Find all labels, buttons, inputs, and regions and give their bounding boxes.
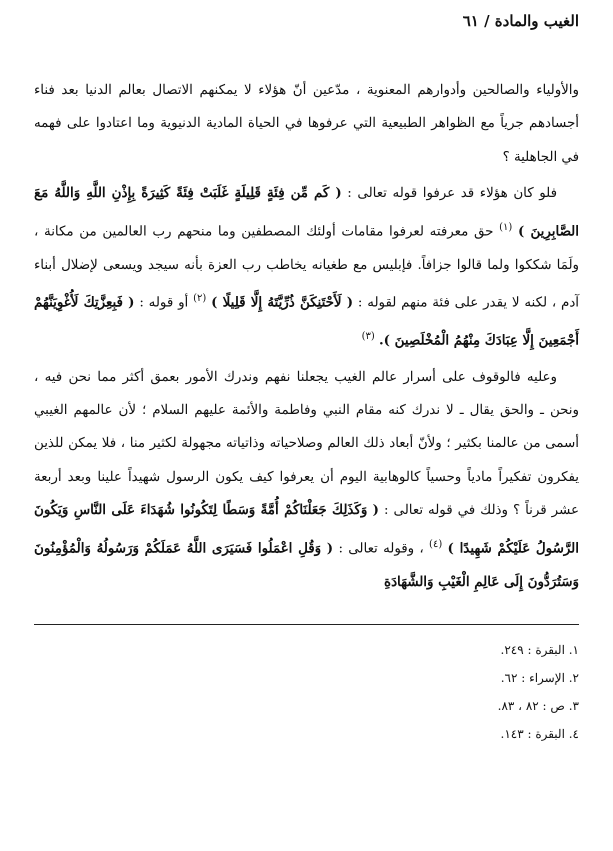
footnote-ref: (١)	[499, 221, 513, 233]
quran-verse: ( وَكَذَلِكَ جَعَلْنَاكُمْ أُمَّةً وَسَطًا لِتَكُونُوا شُهَدَاءَ عَلَى النَّاسِ وَيَكُونَ الرَّسُولُ عَلَيْكُمْ شَهِيدًا )	[34, 502, 579, 557]
text-run: حق معرفته لعرفوا مقامات أولئك المصطفين وما منحهم رب العالمين من مكانة ، ولَمَا شككوا ولما قالوا جزافاً. فإبليس مع طغيانه يخاطب رب العزة بأنه سيجد ويسعى لإضلال أبناء آدم ، لكنه لا يقدر على فئة منهم لقوله :	[34, 224, 580, 311]
quran-verse: ( كَم مِّن فِئَةٍ قَلِيلَةٍ غَلَبَتْ فِئَةً كَثِيرَةً بِإِذْنِ اللَّهِ وَاللَّهُ مَعَ الصَّابِرِينَ )	[34, 185, 579, 240]
footnote-item: ٢. الإسراء : ٦٢.	[500, 671, 579, 685]
footnote-ref: (٤)	[429, 538, 443, 550]
main-text	[34, 74, 579, 602]
paragraph-2	[34, 177, 579, 357]
footnote-item: ١. البقرة : ٢٤٩.	[500, 643, 579, 657]
text-run: ، وقوله تعالى :	[333, 541, 430, 557]
paragraph-1: والأولياء والصالحين وأدوارهم المعنوية ، مدّعين أنّ هؤلاء لا يمكنهم الاتصال بعالم الدنيا بعد فناء أجسادهم جرياً مع الظواهر الطبيعية التي عرفوها في الحياة المادية الدنيوية وما اعتادوا على فهمه في الجاهلية ؟	[34, 83, 579, 165]
text-run: فلو كان هؤلاء قد عرفوا قوله تعالى :	[341, 186, 557, 202]
text-run: وعليه فالوقوف على أسرار عالم الغيب يجعلنا نفهم وندرك الأمور بعمق أكثر مما نحن فيه ، ونحن ـ والحق يقال ـ لا ندرك كنه مقام النبي وفاطمة والأئمة عليهم السلام ؛ لأن عالمهم الغيبي أسمى من عالمنا بكثير ؛ ولأنّ أبعاد ذلك العالم وصلاحياته وذاتياته مجهولة لكثير منا ، فلا يمكن للذين يفكرون تفكيراً مادياً وحسياً كالوهابية اليوم أن يعرفوا كيف يكون الرسول شهيداً علينا وبعد أربعة عشر قرناً ؟ وذلك في قوله تعالى :	[34, 369, 579, 519]
quran-verse: ( وَقُلِ اعْمَلُوا فَسَيَرَى اللَّهُ عَمَلَكُمْ وَرَسُولُهُ وَالْمُؤْمِنُونَ وَسَتُرَدُّونَ إِلَى عَالِمِ الْغَيْبِ وَالشَّهَادَةِ	[34, 540, 579, 590]
page-header: الغيب والمادة / ٦١	[462, 12, 579, 30]
text-run: أو قوله :	[134, 295, 194, 311]
quran-verse: ( فَبِعِزَّتِكَ لَأُغْوِيَنَّهُمْ أَجْمَعِينَ إِلَّا عِبَادَكَ مِنْهُمُ الْمُخْلَصِينَ ).	[34, 294, 579, 349]
quran-verse: ( لَأَحْتَنِكَنَّ ذُرِّيَّتَهُ إِلَّا قَلِيلًا )	[211, 294, 354, 311]
footnote-item: ٣. ص : ٨٢ ، ٨٣.	[497, 699, 579, 713]
paragraph-3	[34, 361, 579, 599]
footnote-divider	[34, 624, 579, 625]
footnote-item: ٤. البقرة : ١٤٣.	[500, 727, 579, 741]
footnote-ref: (٢)	[193, 292, 207, 304]
footnotes	[34, 636, 579, 748]
footnote-ref: (٣)	[361, 330, 375, 342]
